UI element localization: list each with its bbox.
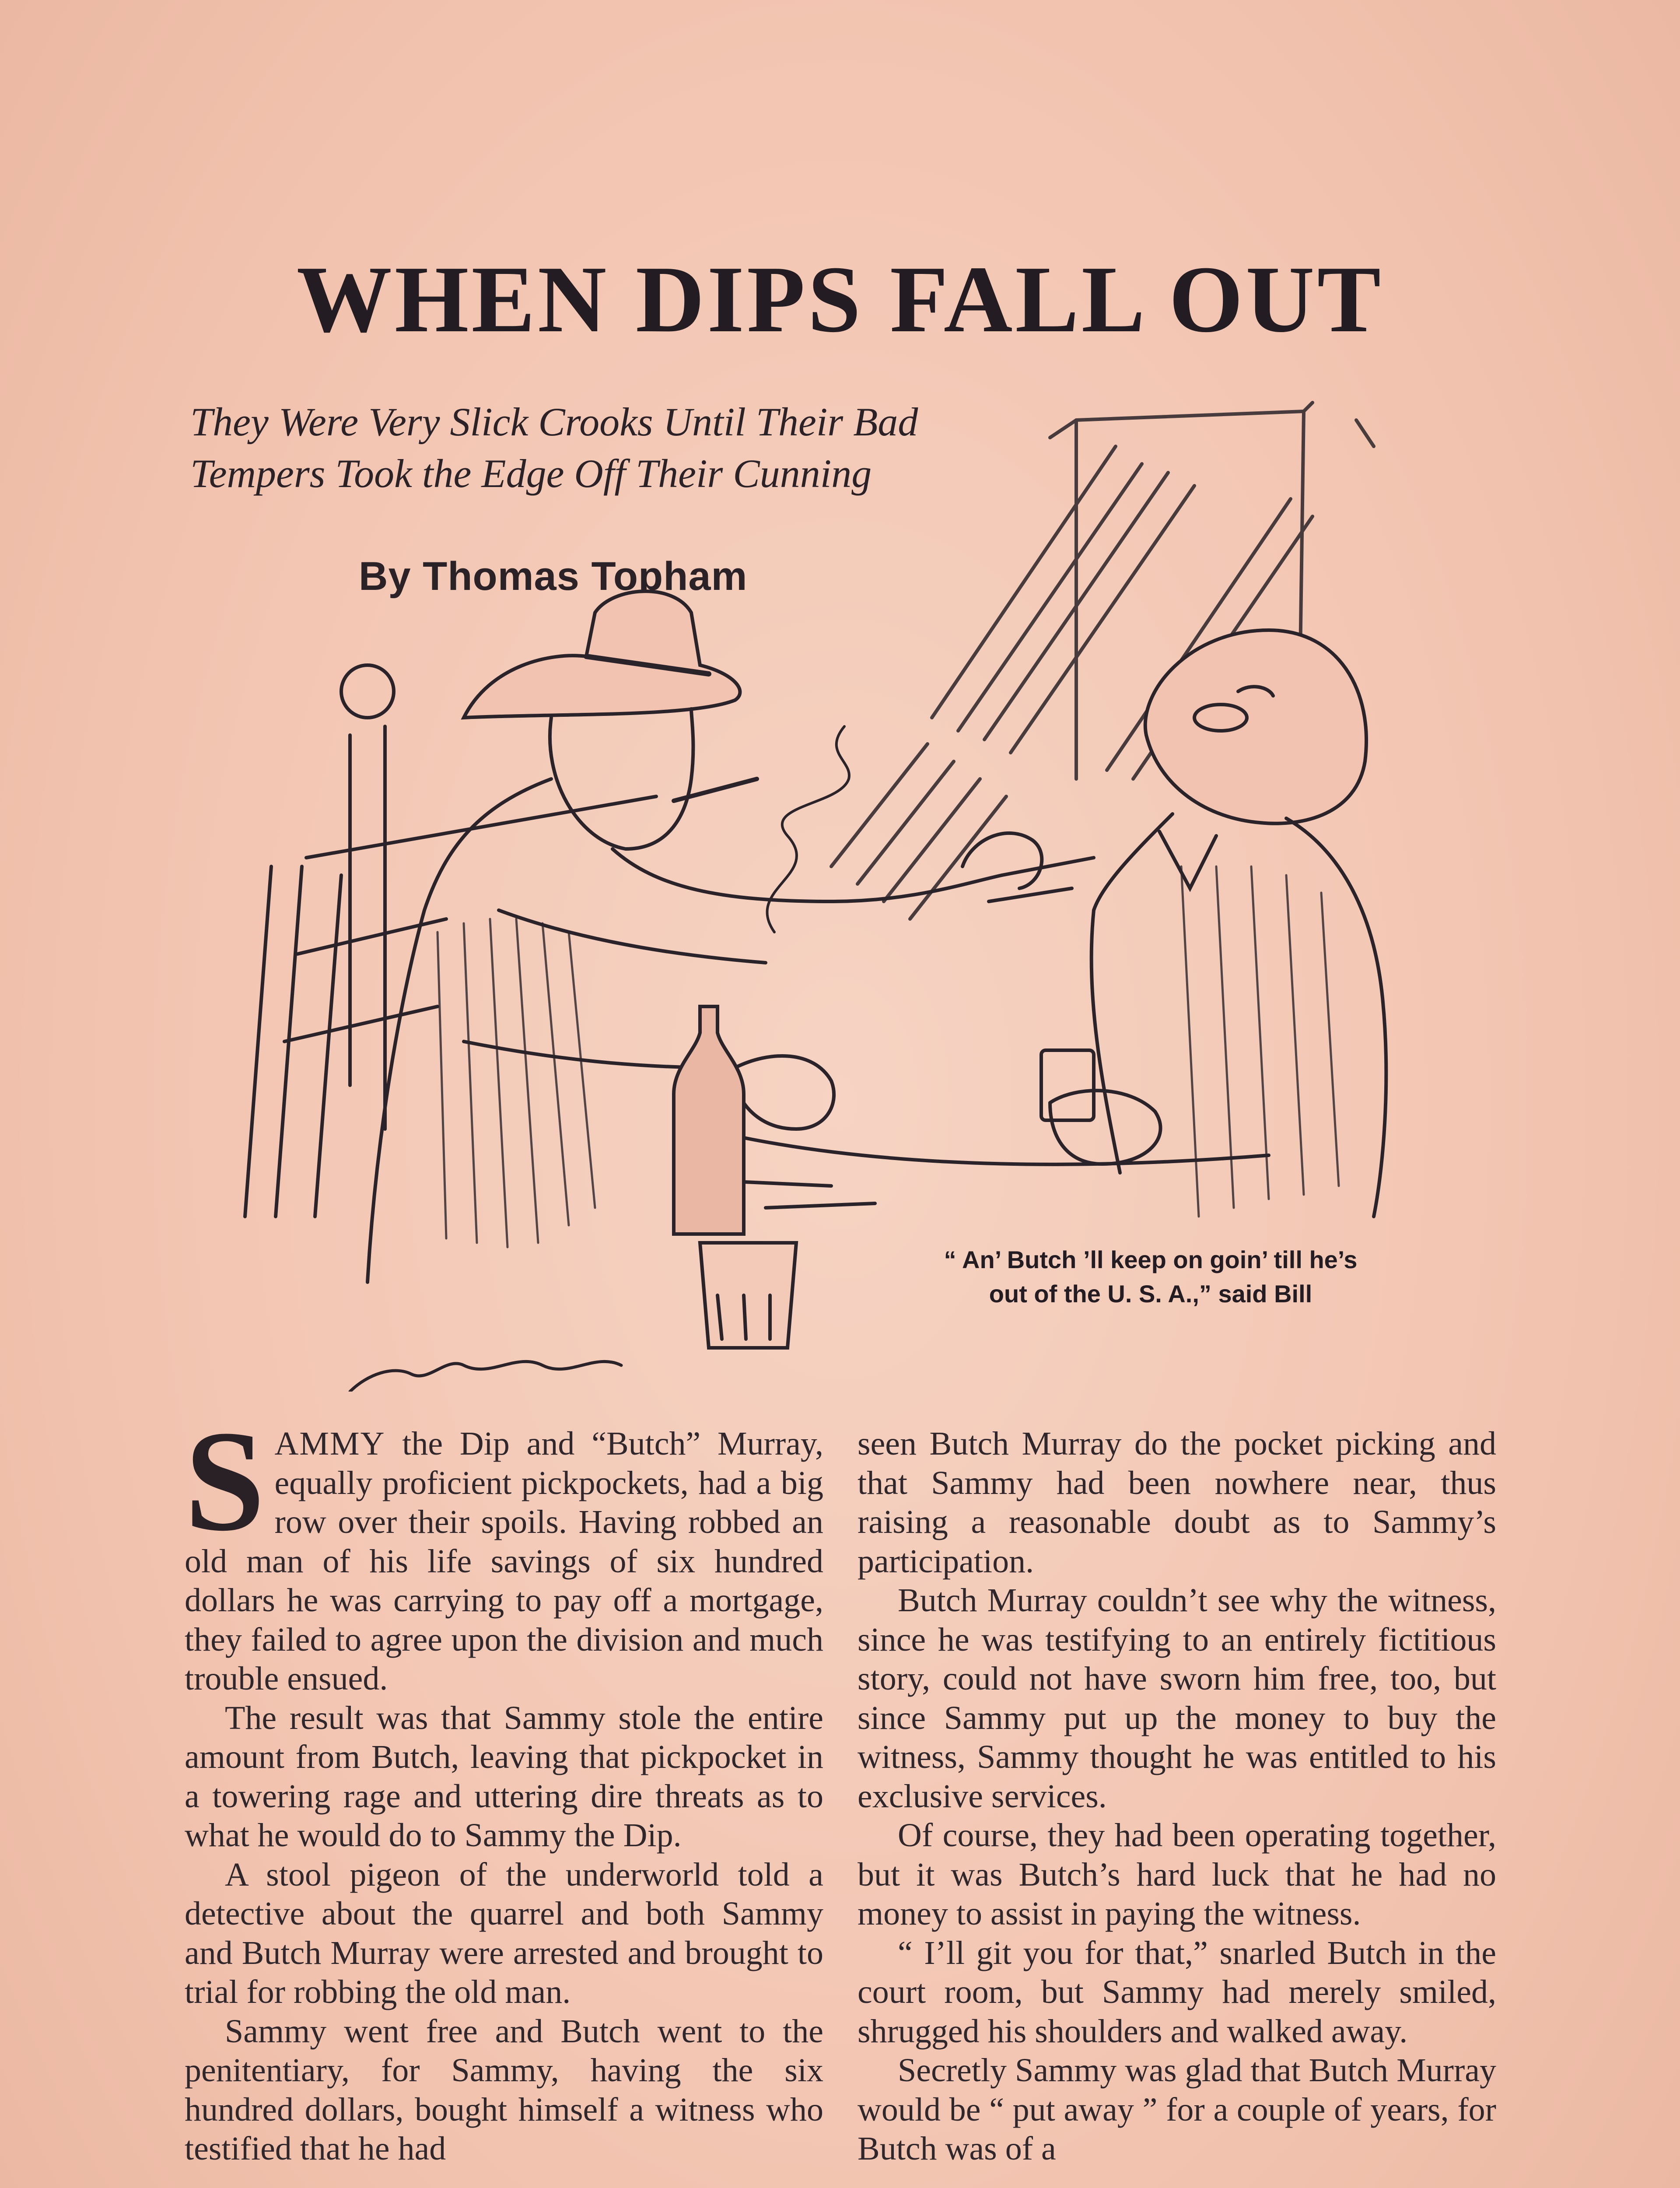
illustration-caption	[866, 1243, 1435, 1311]
pen-illustration-two-crooks	[219, 385, 1488, 1392]
paragraph: Of course, they had been operating together, but it was Butch’s hard luck that he had no money to assist in paying the witness.	[858, 1817, 1496, 1932]
subtitle-line-2: Tempers Took the Edge Off Their Cunning	[190, 451, 872, 496]
caption-line-2: out of the U. S. A.,” said Bill	[989, 1280, 1312, 1308]
drop-cap: S	[185, 1401, 265, 1561]
text-column-left	[185, 1401, 823, 2169]
caption-line-1: “ An’ Butch ’ll keep on goin’ till he’s	[944, 1246, 1358, 1273]
paragraph	[185, 1401, 823, 1699]
paragraph-text: the Dip and “Butch” Murray, equally proficient pickpockets, had a big row over their spoils. Having robbed an old man of his life savings of six hundred dollars he was carrying to pay off a mortgage, they failed to agree upon the division and much trouble ensued.	[185, 1425, 823, 1697]
background-furniture	[245, 665, 656, 1217]
paragraph: The result was that Sammy stole the entire amount from Butch, leaving that pickpocket in a towering rage and uttering dire threats as to what he would do to Sammy the Dip.	[185, 1699, 823, 1854]
paragraph: Secretly Sammy was glad that Butch Murray would be “ put away ” for a couple of years, for Butch was of a	[858, 2052, 1496, 2167]
laughing-man	[962, 630, 1386, 1217]
paragraph: A stool pigeon of the underworld told a detective about the quarrel and both Sammy and Butch Murray were arrested and brought to trial for robbing the old man.	[185, 1856, 823, 2010]
subtitle-line-1: They Were Very Slick Crooks Until Their Bad	[190, 400, 918, 444]
paragraph: “ I’ll git you for that,” snarled Butch in the court room, but Sammy had merely smiled, shrugged his shoulders and walked away.	[858, 1934, 1496, 2050]
article-title: WHEN DIPS FALL OUT	[296, 247, 1384, 352]
paragraph: Butch Murray couldn’t see why the witness, since he was testifying to an entirely fictitious story, could not have sworn him free, too, but since Sammy put up the money to buy the witness, Sammy thought he was entitled to his exclusive services.	[858, 1582, 1496, 1815]
paragraph: seen Butch Murray do the pocket picking and that Sammy had been nowhere near, thus raising a reasonable doubt as to Sammy’s participation.	[858, 1425, 1496, 1580]
opening-smallcaps: AMMY	[274, 1425, 385, 1462]
artist-signature	[350, 1361, 621, 1392]
paragraph: Sammy went free and Butch went to the penitentiary, for Sammy, having the six hundred dollars, bought himself a witness who testified that he had	[185, 2013, 823, 2167]
text-column-right	[858, 1424, 1496, 2169]
byline: By Thomas Topham	[359, 554, 748, 599]
